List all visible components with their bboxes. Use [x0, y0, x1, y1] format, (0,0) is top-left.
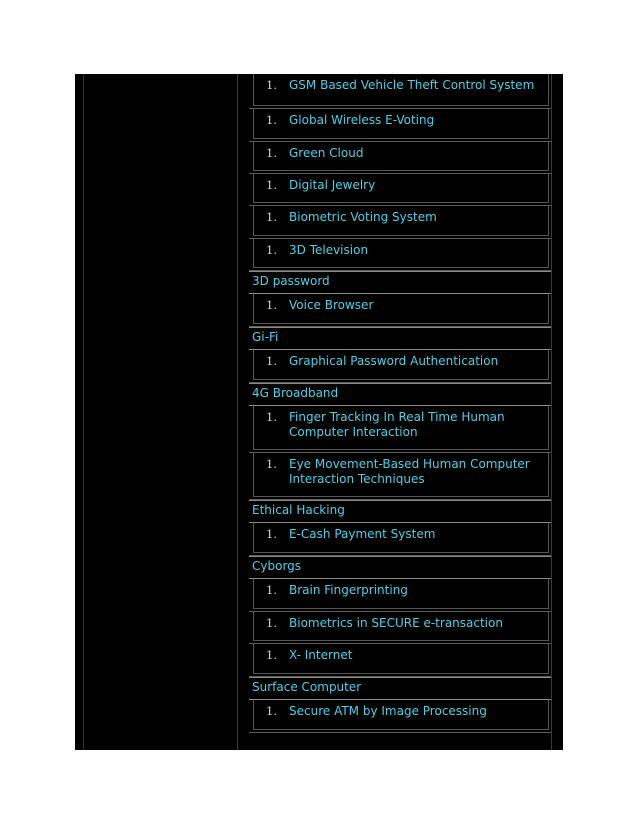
- topic-label: Secure ATM by Image Processing: [289, 704, 487, 718]
- list-item: [249, 74, 551, 109]
- topic-label: X- Internet: [289, 648, 353, 662]
- item-number: 1.: [266, 178, 277, 192]
- list-item: [249, 523, 551, 556]
- section-label: Ethical Hacking: [252, 503, 345, 517]
- topic-label: 3D Television: [289, 243, 369, 257]
- item-number: 1.: [266, 457, 277, 471]
- section-header: [249, 383, 551, 406]
- list-item: [249, 579, 551, 612]
- section-header: [249, 556, 551, 579]
- topic-label: E-Cash Payment System: [289, 527, 436, 541]
- item-number: 1.: [266, 704, 277, 718]
- topics-table: [75, 74, 563, 750]
- item-number: 1.: [266, 354, 277, 368]
- section-label: 3D password: [252, 274, 330, 288]
- item-number: 1.: [266, 298, 277, 312]
- section-label: Gi-Fi: [252, 330, 279, 344]
- section-header: [249, 271, 551, 294]
- topic-label: Eye Movement-Based Human Computer Interaction Techniques: [289, 457, 530, 486]
- list-item: [249, 453, 551, 500]
- section-label: Cyborgs: [252, 559, 302, 573]
- right-border: [551, 74, 552, 750]
- section-label: 4G Broadband: [252, 386, 339, 400]
- item-number: 1.: [266, 78, 277, 92]
- list-item: [249, 406, 551, 453]
- left-column: [83, 74, 238, 750]
- list-item: [249, 109, 551, 142]
- topic-label: Biometrics in SECURE e-transaction: [289, 616, 503, 630]
- topic-label: Finger Tracking In Real Time Human Computer Interaction: [289, 410, 505, 439]
- list-item: [249, 612, 551, 644]
- list-item: [249, 350, 551, 383]
- item-number: 1.: [266, 616, 277, 630]
- list-item: [249, 239, 551, 271]
- item-number: 1.: [266, 113, 277, 127]
- section-header: [249, 500, 551, 523]
- item-number: 1.: [266, 527, 277, 541]
- content-column: [249, 74, 551, 750]
- topic-label: Global Wireless E-Voting: [289, 113, 435, 127]
- item-number: 1.: [266, 410, 277, 424]
- item-number: 1.: [266, 146, 277, 160]
- section-header: [249, 327, 551, 350]
- topic-label: Green Cloud: [289, 146, 364, 160]
- topic-label: Brain Fingerprinting: [289, 583, 408, 597]
- list-item: [249, 206, 551, 239]
- topic-label: Digital Jewelry: [289, 178, 376, 192]
- topic-label: Voice Browser: [289, 298, 374, 312]
- list-item: [249, 142, 551, 174]
- item-number: 1.: [266, 583, 277, 597]
- topic-label: Graphical Password Authentication: [289, 354, 499, 368]
- item-number: 1.: [266, 243, 277, 257]
- topic-label: GSM Based Vehicle Theft Control System: [289, 78, 535, 92]
- item-number: 1.: [266, 210, 277, 224]
- topic-label: Biometric Voting System: [289, 210, 437, 224]
- list-item: [249, 644, 551, 677]
- section-label: Surface Computer: [252, 680, 362, 694]
- list-item: [249, 294, 551, 327]
- list-item: [249, 174, 551, 206]
- list-item: [249, 700, 551, 733]
- section-header: [249, 677, 551, 700]
- item-number: 1.: [266, 648, 277, 662]
